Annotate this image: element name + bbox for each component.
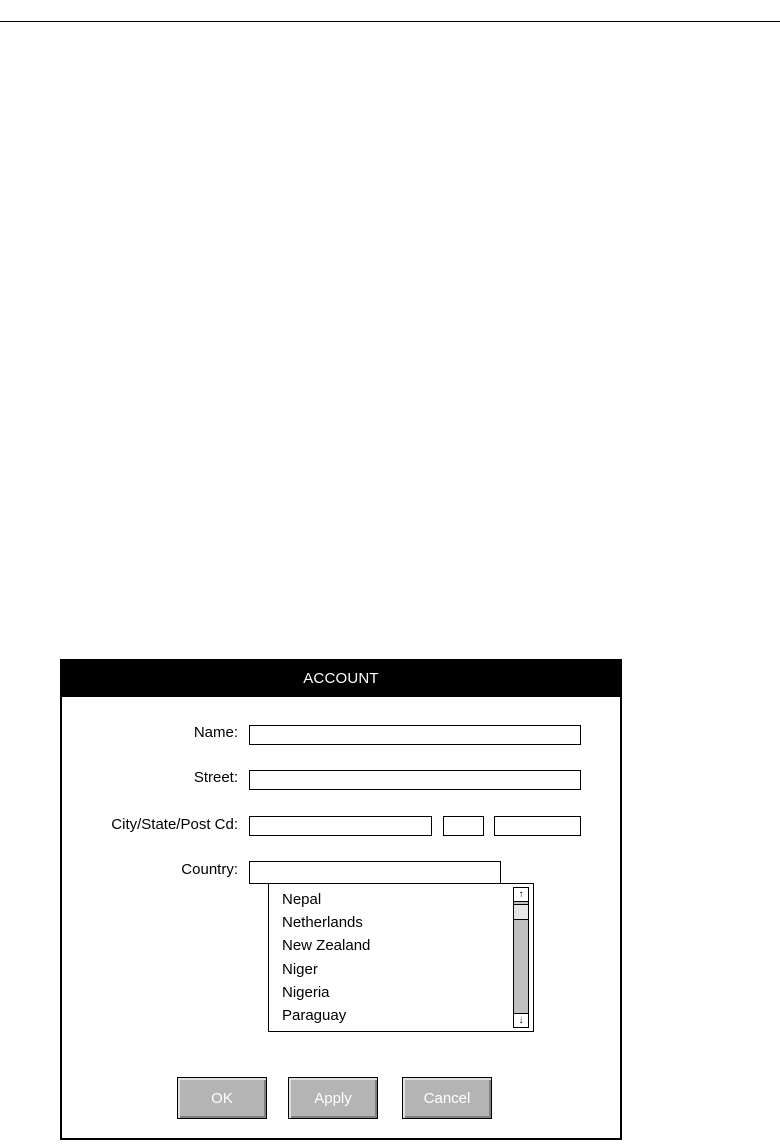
apply-button[interactable]: Apply — [288, 1077, 378, 1119]
dialog-title: ACCOUNT — [62, 661, 620, 697]
list-item[interactable]: New Zealand — [282, 937, 371, 954]
list-item[interactable]: Nigeria — [282, 984, 330, 1001]
street-label: Street: — [193, 769, 238, 786]
cancel-button[interactable]: Cancel — [402, 1077, 492, 1119]
account-dialog — [60, 659, 622, 1140]
state-input[interactable] — [443, 816, 484, 836]
country-label: Country: — [181, 861, 238, 878]
top-rule — [0, 21, 780, 22]
list-item[interactable]: Netherlands — [282, 914, 363, 931]
name-label: Name: — [193, 724, 238, 741]
list-item[interactable]: Nepal — [282, 891, 322, 908]
scroll-down-icon[interactable]: ↓ — [514, 1013, 528, 1027]
scroll-up-icon[interactable]: ↑ — [514, 888, 528, 902]
country-input[interactable] — [249, 861, 501, 884]
city-input[interactable] — [249, 816, 432, 836]
list-item[interactable]: Paraguay — [282, 1007, 347, 1024]
ok-button[interactable]: OK — [177, 1077, 267, 1119]
list-item[interactable]: Niger — [282, 961, 318, 978]
city-state-post-label: City/State/Post Cd: — [111, 816, 238, 833]
scroll-thumb[interactable] — [514, 904, 528, 920]
street-input[interactable] — [249, 770, 581, 790]
name-input[interactable] — [249, 725, 581, 745]
post-code-input[interactable] — [494, 816, 581, 836]
country-listbox[interactable] — [268, 883, 534, 1032]
list-scrollbar[interactable] — [513, 887, 529, 1028]
